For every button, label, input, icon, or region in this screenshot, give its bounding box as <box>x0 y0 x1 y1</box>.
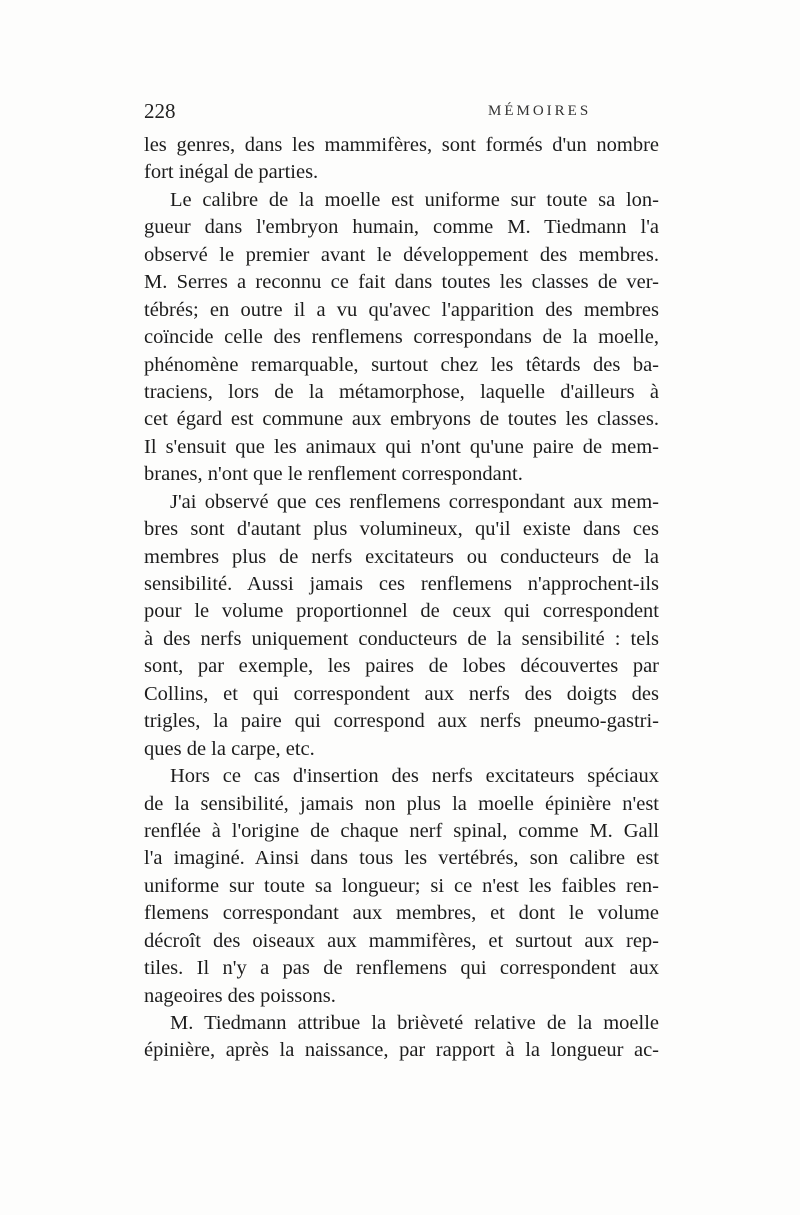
text-line: M. Serres a reconnu ce fait dans toutes les classes de ver- <box>144 271 659 294</box>
text-line: phénomène remarquable, surtout chez les têtards des ba- <box>144 353 659 376</box>
text-line: J'ai observé que ces renflemens correspondant aux mem- <box>170 490 659 513</box>
text-line: fort inégal de parties. <box>144 161 319 184</box>
page-header <box>144 96 660 126</box>
text-line: gueur dans l'embryon humain, comme M. Tiedmann l'a <box>144 216 659 239</box>
text-line: M. Tiedmann attribue la brièveté relative de la moelle <box>170 1012 659 1034</box>
text-line: Il s'ensuit que les animaux qui n'ont qu'une paire de mem- <box>144 435 659 458</box>
text-line: Collins, et qui correspondent aux nerfs des doigts des <box>144 682 659 705</box>
text-line: trigles, la paire qui correspond aux nerfs pneumo-gastri- <box>144 710 659 733</box>
text-line: nageoires des poissons. <box>144 984 336 1007</box>
text-line: décroît des oiseaux aux mammifères, et surtout aux rep- <box>144 929 659 952</box>
text-line: Hors ce cas d'insertion des nerfs excitateurs spéciaux <box>170 765 659 788</box>
text-line: ques de la carpe, etc. <box>144 737 315 760</box>
text-line: épinière, après la naissance, par rapport à la longueur ac- <box>144 1039 659 1062</box>
text-line: cet égard est commune aux embryons de toutes les classes. <box>144 408 659 431</box>
text-line: membres plus de nerfs excitateurs ou conducteurs de la <box>144 545 659 568</box>
text-line: branes, n'ont que le renflement correspondant. <box>144 463 523 486</box>
text-line: traciens, lors de la métamorphose, laquelle d'ailleurs à <box>144 380 659 403</box>
text-line: tébrés; en outre il a vu qu'avec l'apparition des membres <box>144 298 659 321</box>
text-line: l'a imaginé. Ainsi dans tous les vertébrés, son calibre est <box>144 847 659 870</box>
running-head: MÉMOIRES <box>488 103 592 119</box>
text-line: renflée à l'origine de chaque nerf spinal, comme M. Gall <box>144 819 659 842</box>
text-line: flemens correspondant aux membres, et dont le volume <box>144 902 659 925</box>
text-line: Le calibre de la moelle est uniforme sur toute sa lon- <box>170 188 659 211</box>
text-line: à des nerfs uniquement conducteurs de la sensibilité : tels <box>144 627 659 650</box>
page-number: 228 <box>144 99 176 123</box>
text-line: tiles. Il n'y a pas de renflemens qui correspondent aux <box>144 957 659 980</box>
text-line: sont, par exemple, les paires de lobes découvertes par <box>144 655 659 678</box>
text-line: les genres, dans les mammifères, sont formés d'un nombre <box>144 134 659 156</box>
text-line: uniforme sur toute sa longueur; si ce n'est les faibles ren- <box>144 874 659 897</box>
body-text <box>144 132 659 1065</box>
text-line: sensibilité. Aussi jamais ces renflemens n'approchent-ils <box>144 573 659 595</box>
text-line: de la sensibilité, jamais non plus la moelle épinière n'est <box>144 792 659 815</box>
text-line: pour le volume proportionnel de ceux qui correspondent <box>144 600 659 623</box>
text-line: bres sont d'autant plus volumineux, qu'il existe dans ces <box>144 518 659 541</box>
text-line: coïncide celle des renflemens correspondans de la moelle, <box>144 326 659 349</box>
text-line: observé le premier avant le développement des membres. <box>144 243 659 266</box>
